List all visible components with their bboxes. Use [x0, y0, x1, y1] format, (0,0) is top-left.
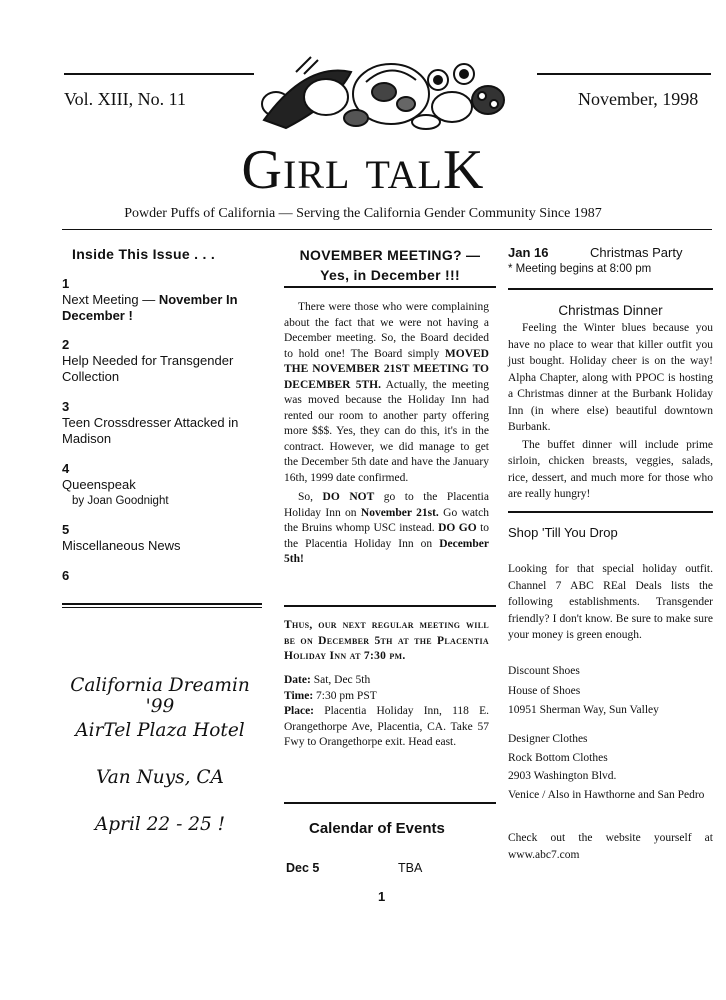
tagline: Powder Puffs of California — Serving the California Gender Community Since 1987 — [124, 206, 602, 221]
toc-number: 5 — [62, 522, 70, 537]
toc-text: Next Meeting — — [62, 292, 159, 307]
toc-text: Help Needed for Transgender Collection — [62, 353, 234, 384]
shop-intro: Looking for that special holiday outfit. Channel 7 ABC REal Deals lists the following establishments. Transgender friendly? I don't know. Be sure to make sure your money is green enough. — [508, 563, 713, 641]
meeting-time: Time: 7:30 pm PST — [284, 689, 377, 702]
meeting-date: Date: Sat, Dec 5th — [284, 674, 371, 686]
header-rule-left — [64, 73, 254, 75]
dinner-paragraph-1: Feeling the Winter blues because you have no place to wear that killer outfit you just bought. Holiday cheer is on the way! Alpha Chapter, along with PPOC is hosting a Christmas dinner at the Burbank Holiday Inn (in where else) beautiful downtown Burbank. — [508, 322, 713, 433]
shop-closing[interactable]: Check out the website yourself at www.abc7.com — [508, 832, 713, 861]
title-letter-g: G — [241, 139, 283, 201]
calendar-event-date: Jan 16 — [508, 245, 549, 260]
title-part-irl: IRL — [283, 152, 351, 197]
store-category: Discount Shoes — [508, 665, 580, 677]
meeting-place: Place: Placentia Holiday Inn, 118 E. Orangethorpe Ave, Placentia, CA. Take 57 Fwy to Orangethorpe exit. Head east. — [284, 705, 489, 748]
promo-dates: April 22 - 25 ! — [94, 814, 226, 835]
promo-event-name: California Dreamin '99 — [70, 675, 250, 717]
store-address: 10951 Sherman Way, Sun Valley — [508, 704, 659, 716]
toc-number: 1 — [62, 276, 70, 291]
toc-number: 4 — [62, 461, 70, 476]
store-name: House of Shoes — [508, 684, 581, 697]
toc-number: 6 — [62, 568, 70, 583]
calendar-event-name: Christmas Party — [590, 245, 683, 260]
food-illustration-icon — [256, 52, 518, 132]
store-category: Designer Clothes — [508, 733, 588, 745]
header-rule-right — [537, 73, 711, 75]
toc-rule-bottom — [62, 607, 262, 608]
meeting-details — [284, 673, 489, 755]
title-part-tal: TAL — [365, 152, 443, 197]
meeting-paragraph-1: There were those who were complaining about the fact that we were not having a December meeting. So, the Board decided to hold one! The Board simply MOVED THE NOVEMBER 21ST MEETING TO DECEMBER 5TH. Actually, the meeting was moved because the Holiday Inn had rented our room to another party offering more $$$. Yes, they can do this, it's in the contract. However, we did manage to get the December 5th date and have the January 16th, 1999 date confirmed. — [284, 301, 489, 484]
calendar-event-note: * Meeting begins at 8:00 pm — [508, 263, 652, 275]
shop-rule — [508, 511, 713, 513]
shop-list-shoes — [508, 663, 713, 719]
calendar-event-name: TBA — [398, 861, 423, 875]
toc-item-3[interactable] — [62, 399, 248, 447]
toc-item-6[interactable] — [62, 568, 248, 584]
toc-item-4[interactable] — [62, 461, 248, 509]
meeting-heading-line2: Yes, in December !!! — [320, 267, 460, 283]
meeting-paragraph-2: So, DO NOT go to the Placentia Holiday Inn on November 21st. Go watch the Bruins whomp USC instead. DO GO to the Placentia Holiday Inn on December 5th! — [284, 491, 490, 565]
toc-text-bold: November In December ! — [62, 292, 238, 323]
toc-text: Queenspeak — [62, 477, 136, 492]
shop-heading: Shop 'Till You Drop — [508, 525, 618, 540]
store-name: Rock Bottom Clothes — [508, 751, 608, 764]
toc-item-1[interactable] — [62, 276, 248, 324]
next-meeting-text: Thus, our next regular meeting will be on December 5th at the Placentia Holiday Inn at 7:30 pm. — [284, 619, 489, 662]
calendar-heading: Calendar of Events — [309, 820, 445, 837]
toc-number: 3 — [62, 399, 70, 414]
page-number: 1 — [378, 889, 386, 904]
meeting-divider — [284, 605, 496, 607]
toc-item-2[interactable] — [62, 337, 248, 385]
newsletter-title — [0, 138, 726, 202]
toc-text: Teen Crossdresser Attacked in Madison — [62, 415, 239, 446]
dinner-article — [508, 320, 713, 503]
dinner-rule — [508, 288, 713, 290]
promo-hotel: AirTel Plaza Hotel — [75, 720, 245, 741]
toc-text: Miscellaneous News — [62, 538, 181, 553]
calendar-event-date: Dec 5 — [286, 861, 320, 875]
meeting-article — [284, 300, 489, 572]
store-address: 2903 Washington Blvd. — [508, 770, 617, 782]
dinner-heading: Christmas Dinner — [558, 303, 663, 318]
volume-number: Vol. XIII, No. 11 — [64, 89, 186, 109]
shop-list-clothes — [508, 731, 713, 803]
dinner-paragraph-2: The buffet dinner will include prime sirloin, chicken breasts, veggies, salads, rice, dessert, and much more for those who are really hungry! — [508, 438, 713, 500]
toc-subtext: by Joan Goodnight — [72, 495, 169, 507]
next-meeting-notice — [284, 618, 489, 669]
promo-city: Van Nuys, CA — [96, 767, 224, 788]
toc-heading: Inside This Issue . . . — [72, 246, 216, 262]
toc-number: 2 — [62, 337, 70, 352]
store-locations: Venice / Also in Hawthorne and San Pedro — [508, 788, 705, 801]
issue-date: November, 1998 — [578, 89, 699, 109]
toc-item-5[interactable] — [62, 522, 248, 554]
calendar-rule — [284, 802, 496, 804]
meeting-rule — [284, 286, 496, 288]
toc-rule-top — [62, 603, 262, 605]
title-letter-k: K — [443, 139, 485, 201]
masthead-rule — [62, 229, 712, 230]
meeting-heading — [284, 245, 496, 285]
meeting-heading-line1: NOVEMBER MEETING? — — [299, 247, 481, 263]
